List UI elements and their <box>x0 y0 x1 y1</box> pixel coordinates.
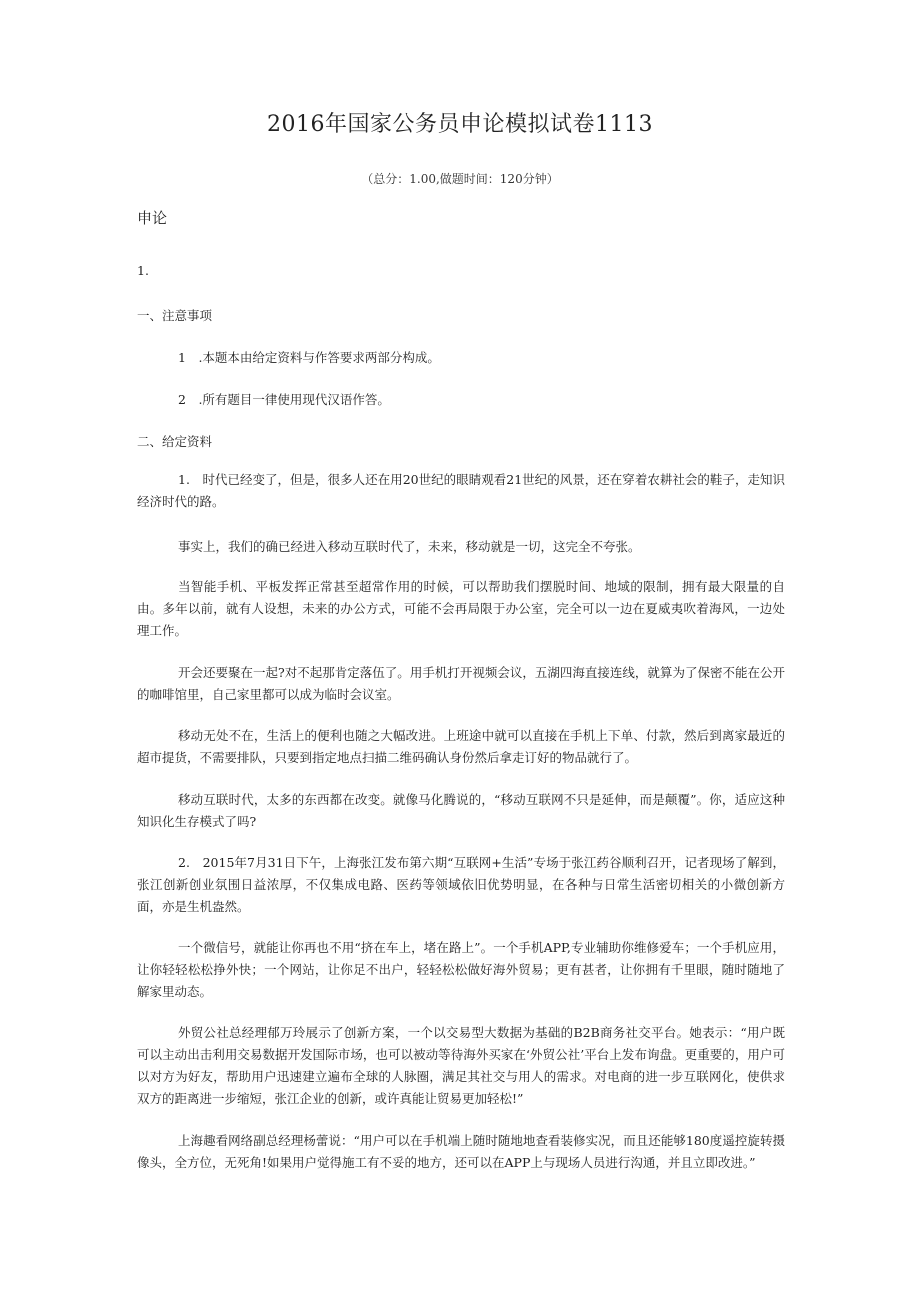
notes-heading: 一、注意事项 <box>137 308 213 323</box>
material-paragraph: 移动互联时代，太多的东西都在改变。就像马化腾说的，“移动互联网不只是延伸，而是颠覆”。你，适应这种知识化生存模式了吗? <box>137 792 785 829</box>
note-item-2: 2 .所有题目一律使用现代汉语作答。 <box>178 392 390 407</box>
material-paragraph: 外贸公社总经理郁万玲展示了创新方案，一个以交易型大数据为基础的B2B商务社交平台。她表示：“用户既可以主动出击利用交易数据开发国际市场，也可以被动等待海外买家在‘外贸公社’平台上发布询盘。更重要的，用户可以对方为好友，帮助用户迅速建立遍布全球的人脉圈，满足其社交与用人的需求。对电商的进一步互联网化，使供求双方的距离进一步缩短，张江企业的创新，或许真能让贸易更加轻松!” <box>137 1025 785 1106</box>
page-title: 2016年国家公务员申论模拟试卷1113 <box>267 112 653 137</box>
material-paragraph: 开会还要聚在一起?对不起那肯定落伍了。用手机打开视频会议，五湖四海直接连线，就算为了保密不能在公开的咖啡馆里，自己家里都可以成为临时会议室。 <box>137 665 785 702</box>
materials-heading: 二、给定资料 <box>137 434 213 449</box>
material-paragraph: 事实上，我们的确已经进入移动互联时代了，未来，移动就是一切，这完全不夸张。 <box>178 539 641 554</box>
material-paragraph: 移动无处不在，生活上的便利也随之大幅改进。上班途中就可以直接在手机上下单、付款，然后到离家最近的超市提货，不需要排队，只要到指定地点扫描二维码确认身份然后拿走订好的物品就行了。 <box>137 728 785 765</box>
section-label: 申论 <box>137 209 168 227</box>
note-item-1: 1 .本题本由给定资料与作答要求两部分构成。 <box>178 350 440 365</box>
material-paragraph: 一个微信号，就能让你再也不用“挤在车上，堵在路上”。一个手机APP,专业辅助你维修爱车；一个手机应用，让你轻轻松松挣外快；一个网站，让你足不出户，轻轻松松做好海外贸易；更有甚者，让你拥有千里眼，随时随地了解家里动态。 <box>137 940 785 999</box>
question-number: 1. <box>137 263 149 278</box>
exam-info: （总分：1.00,做题时间：120分钟） <box>361 172 559 186</box>
material-paragraph: 2. 2015年7月31日下午，上海张江发布第六期“互联网+生活”专场于张江药谷顺利召开，记者现场了解到，张江创新创业氛围日益浓厚，不仅集成电路、医药等领域依旧优势明显，在各种与日常生活密切相关的小微创新方面，亦是生机盎然。 <box>137 855 785 914</box>
material-paragraph: 上海趣看网络副总经理杨蕾说：“用户可以在手机端上随时随地地查看装修实况，而且还能够180度遥控旋转摄像头，全方位，无死角!如果用户觉得施工有不妥的地方，还可以在APP上与现场人员进行沟通，并且立即改进。” <box>137 1133 785 1170</box>
material-paragraph: 1. 时代已经变了，但是，很多人还在用20世纪的眼睛观看21世纪的风景，还在穿着农耕社会的鞋子，走知识经济时代的路。 <box>137 472 785 509</box>
material-paragraph: 当智能手机、平板发挥正常甚至超常作用的时候，可以帮助我们摆脱时间、地域的限制，拥有最大限量的自由。多年以前，就有人设想，未来的办公方式，可能不会再局限于办公室，完全可以一边在夏威夷吹着海风，一边处理工作。 <box>137 579 785 638</box>
